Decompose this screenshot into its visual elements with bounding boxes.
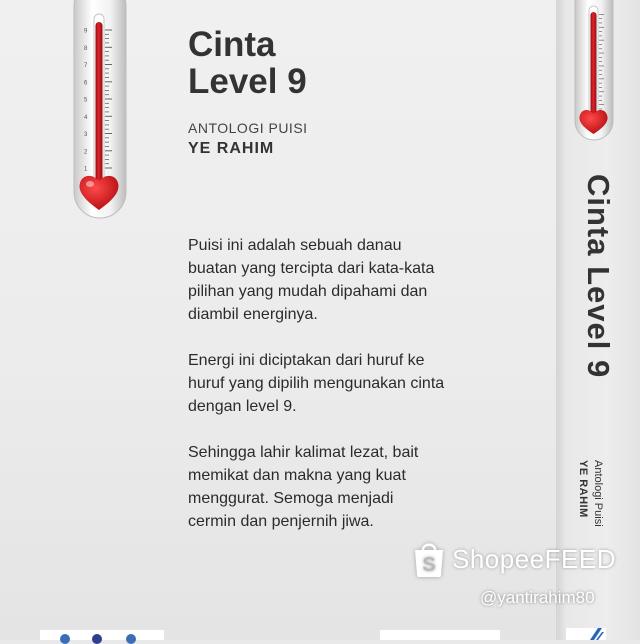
scale-minor-tick [105,155,109,156]
spine-scale-tick [599,57,602,58]
scale-minor-tick [105,34,109,35]
book-author: YE RAHIM [188,140,275,157]
scale-minor-tick [105,129,109,130]
scale-major-tick [105,116,112,117]
spine-scale-tick [599,91,604,92]
scale-minor-tick [105,94,109,95]
title-line-1: Cinta [188,25,276,64]
spine-scale-tick [599,74,602,75]
scale-label: 5 [84,97,88,104]
spine-scale-tick [599,87,602,88]
scale-label: 9 [84,28,88,35]
spine-thermometer-icon [574,0,614,146]
shopee-watermark [412,540,616,578]
spine-scale-tick [599,66,604,67]
spine-scale-tick [599,100,602,101]
scale-minor-tick [105,90,109,91]
scale-minor-tick [105,103,109,104]
scale-minor-tick [105,142,109,143]
watermark-handle: @yantirahim80 [480,588,595,607]
scale-label: 2 [84,149,88,156]
title-line-2: Level 9 [188,62,307,101]
scale-minor-tick [105,77,109,78]
spine-scale-tick [599,36,602,37]
spine-scale-tick [599,18,602,19]
scale-minor-tick [105,56,109,57]
scale-label: 4 [84,114,88,121]
svg-text:S: S [422,554,436,576]
bottom-logo-mid [380,630,500,640]
publisher-logo-icon [566,624,606,640]
blurb-paragraph-1: Puisi ini adalah sebuah danau buatan yang tercipta dari kata-kata pilihan yang mudah dipahami dan diambil energinya. [188,237,435,323]
scale-label: 3 [84,132,88,138]
spine-scale-tick [599,14,604,15]
scale-minor-tick [105,51,109,52]
scale-minor-tick [105,120,109,121]
spine-thermometer [574,0,614,146]
book-subtitle: ANTOLOGI PUISI [188,120,308,136]
scale-major-tick [105,81,112,82]
spine-scale-tick [599,79,604,80]
scale-major-tick [105,64,112,65]
spine-scale-tick [599,48,602,49]
spine-scale-tick [599,40,604,41]
spine-scale-tick [599,70,602,71]
scale-minor-tick [105,73,109,74]
scale-minor-tick [105,68,109,69]
spine-subtitle: Antologi Puisi [592,460,604,527]
scale-minor-tick [105,38,109,39]
scale-minor-tick [105,112,109,113]
scale-minor-tick [105,137,109,138]
spine-scale-tick [599,53,604,54]
scale-minor-tick [105,125,109,126]
scale-minor-tick [105,163,109,164]
bottom-logo-left [40,630,164,640]
heart-thermometer-icon [72,0,128,222]
spine-scale-tick [599,109,602,110]
scale-label: 6 [84,80,88,87]
spine-scale-tick [599,96,602,97]
scale-minor-tick [105,43,109,44]
spine-scale-tick [599,27,604,28]
bottom-dot [60,634,70,644]
spine-author: YE RAHIM [577,460,589,518]
scale-major-tick [105,47,112,48]
scale-label: 8 [84,45,88,52]
spine-scale-tick [599,23,602,24]
scale-minor-tick [105,60,109,61]
scale-minor-tick [105,107,109,108]
blurb [188,234,518,556]
spine-title: Cinta Level 9 [581,174,616,379]
mercury-column [96,22,103,186]
spine-scale-tick [599,61,602,62]
watermark-brand: ShopeeFEED [452,543,616,574]
front-thermometer [72,0,128,222]
blurb-paragraph-2: Energi ini diciptakan dari huruf ke huruf yang dipilih mengunakan cinta dengan level 9. [188,352,445,415]
scale-major-tick [105,133,112,134]
blurb-paragraph-3: Sehingga lahir kalimat lezat, bait memikat dan makna yang kuat menggurat. Semoga menjadi cermin dan penjernih jiwa. [188,444,419,530]
spine-mercury-column [591,12,597,120]
spine-scale-tick [599,83,602,84]
scale-major-tick [105,168,112,169]
shopee-bag-icon [412,540,446,578]
scale-major-tick [105,30,112,31]
scale-minor-tick [105,86,109,87]
spine-scale-tick [599,44,602,45]
scale-major-tick [105,150,112,151]
scale-label: 1 [84,166,88,173]
spine-scale-tick [599,31,602,32]
scale-minor-tick [105,146,109,147]
bottom-dot [92,634,102,644]
spine-scale-tick [599,104,604,105]
scale-label: 7 [84,63,88,69]
scale-major-tick [105,99,112,100]
bottom-dot [126,634,136,644]
scale-minor-tick [105,159,109,160]
book-title [188,26,307,100]
